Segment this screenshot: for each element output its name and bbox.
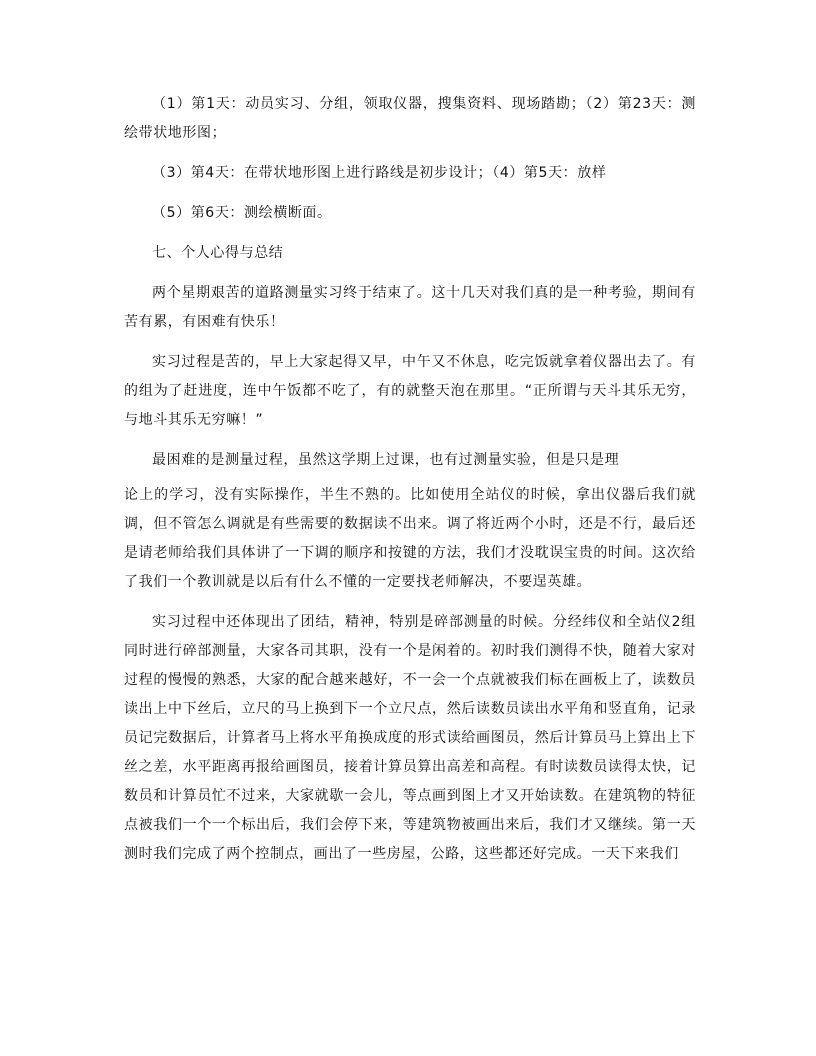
summary-paragraph-2: 实习过程是苦的，早上大家起得又早，中午又不休息，吃完饭就拿着仪器出去了。有的组为了赶进度，连中午饭都不吃了，有的就整天泡在那里。“正所谓与天斗其乐无穷，与地斗其乐无穷嘛！” xyxy=(124,354,696,428)
section-heading: 七、个人心得与总结 xyxy=(152,245,284,261)
schedule-paragraph-2: （3）第4天：在带状地形图上进行路线是初步设计；（4）第5天：放样 xyxy=(152,165,607,181)
schedule-paragraph-3: （5）第6天：测绘横断面。 xyxy=(152,205,332,221)
schedule-paragraph-1: （1）第1天：动员实习、分组，领取仪器，搜集资料、现场踏勘；（2）第23天：测绘带状地形图； xyxy=(124,96,696,141)
document-body xyxy=(124,90,696,869)
summary-paragraph-5: 实习过程中还体现出了团结，精神，特别是碎部测量的时候。分经纬仪和全站仪2组同时进行碎部测量，大家各司其职，没有一个是闲着的。初时我们测得不快，随着大家对过程的慢慢的熟悉，大家的配合越来越好，不一会一个点就被我们标在画板上了，读数员读出上中下丝后，立尺的马上换到下一个立尺点，然后读数员读出水平角和竖直角，记录员记完数据后，计算者马上将水平角换成度的形式读给画图员，然后计算员马上算出上下丝之差，水平距离再报给画图员，接着计算员算出高差和高程。有时读数员读得太快，记数员和计算员忙不过来，大家就歇一会儿，等点画到图上才又开始读数。在建筑物的特征点被我们一个一个标出后，我们会停下来，等建筑物被画出来后，我们才又继续。第一天测时我们完成了两个控制点，画出了一些房屋，公路，这些都还好完成。一天下来我们 xyxy=(124,614,696,862)
summary-paragraph-3: 最困难的是测量过程，虽然这学期上过课，也有过测量实验，但是只是理 xyxy=(152,452,620,468)
summary-paragraph-1: 两个星期艰苦的道路测量实习终于结束了。这十几天对我们真的是一种考验，期间有苦有累，有困难有快乐！ xyxy=(124,285,696,330)
summary-paragraph-4: 论上的学习，没有实际操作，半生不熟的。比如使用全站仪的时候，拿出仪器后我们就调，但不管怎么调就是有些需要的数据读不出来。调了将近两个小时，还是不行，最后还是请老师给我们具体讲了一下调的顺序和按键的方法，我们才没耽误宝贵的时间。这次给了我们一个教训就是以后有什么不懂的一定要找老师解决，不要逞英雄。 xyxy=(124,487,696,590)
